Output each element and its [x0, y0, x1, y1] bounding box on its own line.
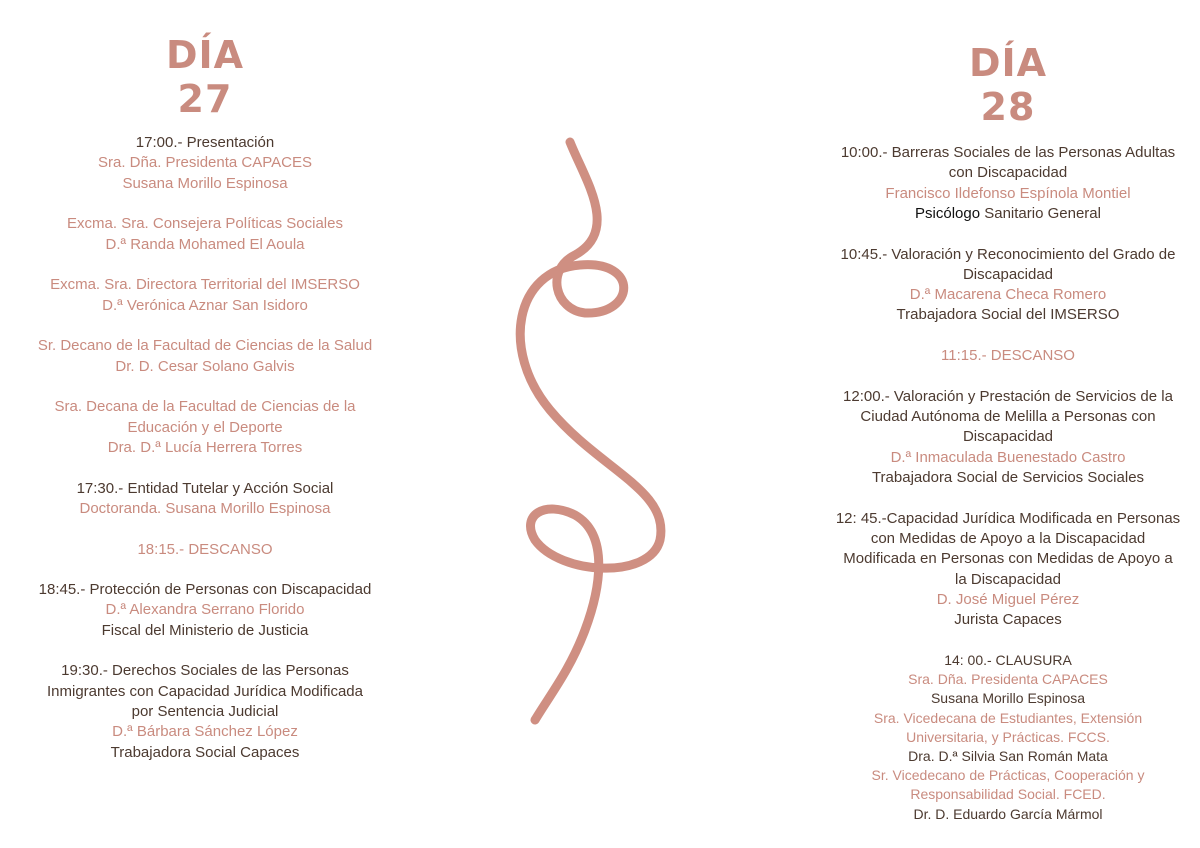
- schedule-line: Discapacidad: [962, 428, 1054, 446]
- schedule-line: Trabajadora Social Capaces: [110, 743, 300, 761]
- schedule-line: 10:45.- Valoración y Reconocimiento del Grado de: [840, 245, 1176, 263]
- schedule-item: [10, 580, 400, 641]
- schedule-line: Fiscal del Ministerio de Justicia: [101, 621, 309, 639]
- schedule-item: [10, 275, 400, 316]
- schedule-line: Jurista Capaces: [954, 611, 1062, 629]
- schedule-line: Trabajadora Social de Servicios Sociales: [871, 469, 1145, 487]
- schedule-line: D.ª Verónica Aznar San Isidoro: [102, 296, 308, 314]
- schedule-line: Discapacidad: [962, 265, 1054, 283]
- schedule-line: Sra. Dña. Presidenta CAPACES: [98, 154, 312, 172]
- day-27-heading: [10, 33, 400, 121]
- schedule-line: 17:30.- Entidad Tutelar y Acción Social: [76, 479, 334, 497]
- schedule-line: 18:45.- Protección de Personas con Discapacidad: [38, 581, 372, 599]
- schedule-line: D.ª Inmaculada Buenestado Castro: [890, 448, 1126, 466]
- day-word: DÍA: [165, 33, 245, 77]
- schedule-line: 17:00.- Presentación: [135, 134, 275, 151]
- schedule-item: [10, 214, 400, 255]
- schedule-line: Sra. Decana de la Facultad de Ciencias de la: [54, 398, 356, 416]
- schedule-line: Susana Morillo Espinosa: [122, 174, 288, 192]
- schedule-item: [822, 387, 1194, 488]
- schedule-line: con Discapacidad: [948, 164, 1068, 182]
- schedule-line: 11:15.- DESCANSO: [941, 347, 1075, 365]
- schedule-line: Universitaria, y Prácticas. FCCS.: [906, 728, 1110, 745]
- day-28-heading: [822, 41, 1194, 129]
- schedule-line: la Discapacidad: [955, 570, 1061, 588]
- schedule-line: Dra. D.ª Lucía Herrera Torres: [107, 438, 303, 456]
- schedule-line: 19:30.- Derechos Sociales de las Personas: [61, 662, 349, 680]
- schedule-line: 18:15.- DESCANSO: [137, 540, 273, 558]
- schedule-item: [822, 245, 1194, 326]
- schedule-item: [10, 479, 400, 520]
- schedule-line: D.ª Randa Mohamed El Aoula: [105, 235, 305, 253]
- schedule-line-part: Psicólogo: [915, 204, 981, 222]
- schedule-line: Dr. D. Eduardo García Mármol: [913, 805, 1103, 822]
- schedule-item: [10, 661, 400, 762]
- schedule-line: por Sentencia Judicial: [131, 703, 279, 721]
- schedule-line: Sra. Dña. Presidenta CAPACES: [908, 671, 1108, 688]
- swirl-icon: [490, 130, 690, 730]
- schedule-line: Doctoranda. Susana Morillo Espinosa: [79, 499, 331, 517]
- schedule-line: Sr. Vicedecano de Prácticas, Cooperación y: [871, 767, 1145, 784]
- schedule-item: [822, 651, 1194, 824]
- schedule-line: Dr. D. Cesar Solano Galvis: [115, 357, 295, 375]
- schedule-line: 12:00.- Valoración y Prestación de Servicios de la: [843, 387, 1173, 405]
- schedule-line: D.ª Alexandra Serrano Florido: [105, 601, 305, 619]
- schedule-line: Excma. Sra. Directora Territorial del IMSERSO: [50, 276, 360, 294]
- schedule-line: [822, 204, 1194, 224]
- day-number: 27: [177, 77, 233, 121]
- schedule-line: D.ª Macarena Checa Romero: [909, 286, 1107, 304]
- schedule-line: Trabajadora Social del IMSERSO: [896, 306, 1120, 324]
- day-word: DÍA: [968, 41, 1048, 85]
- schedule-item: [10, 397, 400, 458]
- schedule-line: Sra. Vicedecana de Estudiantes, Extensión: [873, 709, 1143, 726]
- schedule-line: D.ª Bárbara Sánchez López: [112, 723, 298, 741]
- schedule-item: [10, 336, 400, 377]
- schedule-line: Ciudad Autónoma de Melilla a Personas con: [860, 408, 1156, 426]
- schedule-item: [822, 143, 1194, 224]
- schedule-line: Francisco Ildefonso Espínola Montiel: [885, 184, 1131, 202]
- schedule-line: Responsabilidad Social. FCED.: [910, 786, 1106, 803]
- schedule-line: 14: 00.- CLAUSURA: [944, 651, 1072, 668]
- schedule-line: con Medidas de Apoyo a la Discapacidad: [870, 530, 1146, 548]
- schedule-line: Dra. D.ª Silvia San Román Mata: [908, 747, 1108, 764]
- schedule-line: D. José Miguel Pérez: [936, 590, 1080, 608]
- day-28-schedule: [822, 143, 1194, 844]
- schedule-line: Inmigrantes con Capacidad Jurídica Modificada: [46, 682, 363, 700]
- schedule-line: Susana Morillo Espinosa: [930, 690, 1086, 707]
- schedule-line: Excma. Sra. Consejera Políticas Sociales: [67, 215, 343, 233]
- schedule-line: 12: 45.-Capacidad Jurídica Modificada en Personas: [835, 509, 1181, 527]
- schedule-item: [10, 133, 400, 194]
- schedule-item: [10, 540, 400, 560]
- schedule-line-part: Sanitario General: [980, 204, 1101, 222]
- schedule-line: Educación y el Deporte: [127, 418, 283, 436]
- schedule-item: [822, 346, 1194, 366]
- schedule-line: Sr. Decano de la Facultad de Ciencias de la Salud: [37, 337, 373, 355]
- schedule-line: Modificada en Personas con Medidas de Apoyo a: [843, 550, 1173, 568]
- day-number: 28: [980, 85, 1036, 129]
- schedule-line: 10:00.- Barreras Sociales de las Personas Adultas: [840, 144, 1176, 161]
- day-27-schedule: [10, 133, 400, 783]
- schedule-item: [822, 509, 1194, 631]
